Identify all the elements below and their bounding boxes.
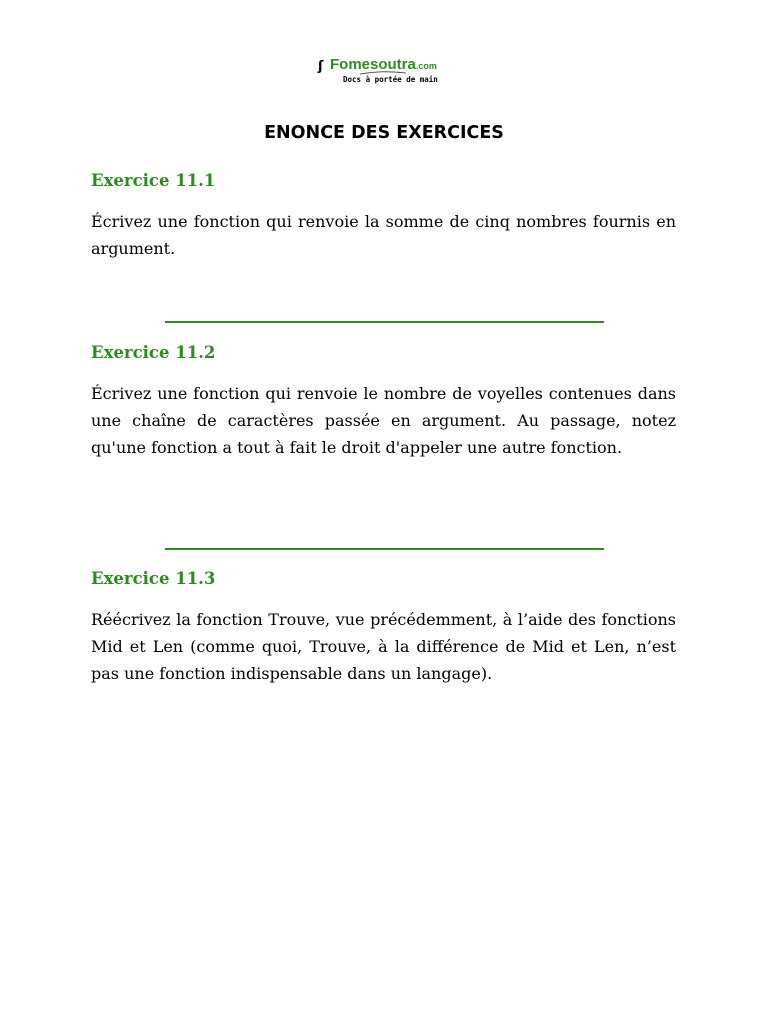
logo-tagline: Docs à portée de main (343, 75, 438, 84)
fomesoutra-logo (318, 56, 458, 88)
logo-name-text: Fomesoutra (330, 56, 416, 73)
exercise-heading: Exercice 11.3 (91, 569, 216, 588)
section-divider (165, 548, 604, 550)
runner-icon: ʃ (318, 59, 324, 74)
exercise-heading: Exercice 11.1 (91, 171, 216, 190)
exercise-statement: Écrivez une fonction qui renvoie la somme de cinq nombres fournis en argument. (91, 212, 676, 258)
exercise-heading: Exercice 11.2 (91, 343, 216, 362)
exercise-statement: Écrivez une fonction qui renvoie le nombre de voyelles contenues dans une chaîne de caractères passée en argument. Au passage, notez qu'une fonction a tout à fait le droit d'appeler une autre fonction. (91, 384, 676, 457)
page-title: ENONCE DES EXERCICES (264, 123, 504, 143)
section-divider (165, 321, 604, 323)
exercise-statement: Réécrivez la fonction Trouve, vue précédemment, à l’aide des fonctions Mid et Len (comme quoi, Trouve, à la différence de Mid et Len, n’est pas une fonction indispensable dans un langage). (91, 610, 676, 683)
logo-domain: .com (415, 61, 437, 71)
